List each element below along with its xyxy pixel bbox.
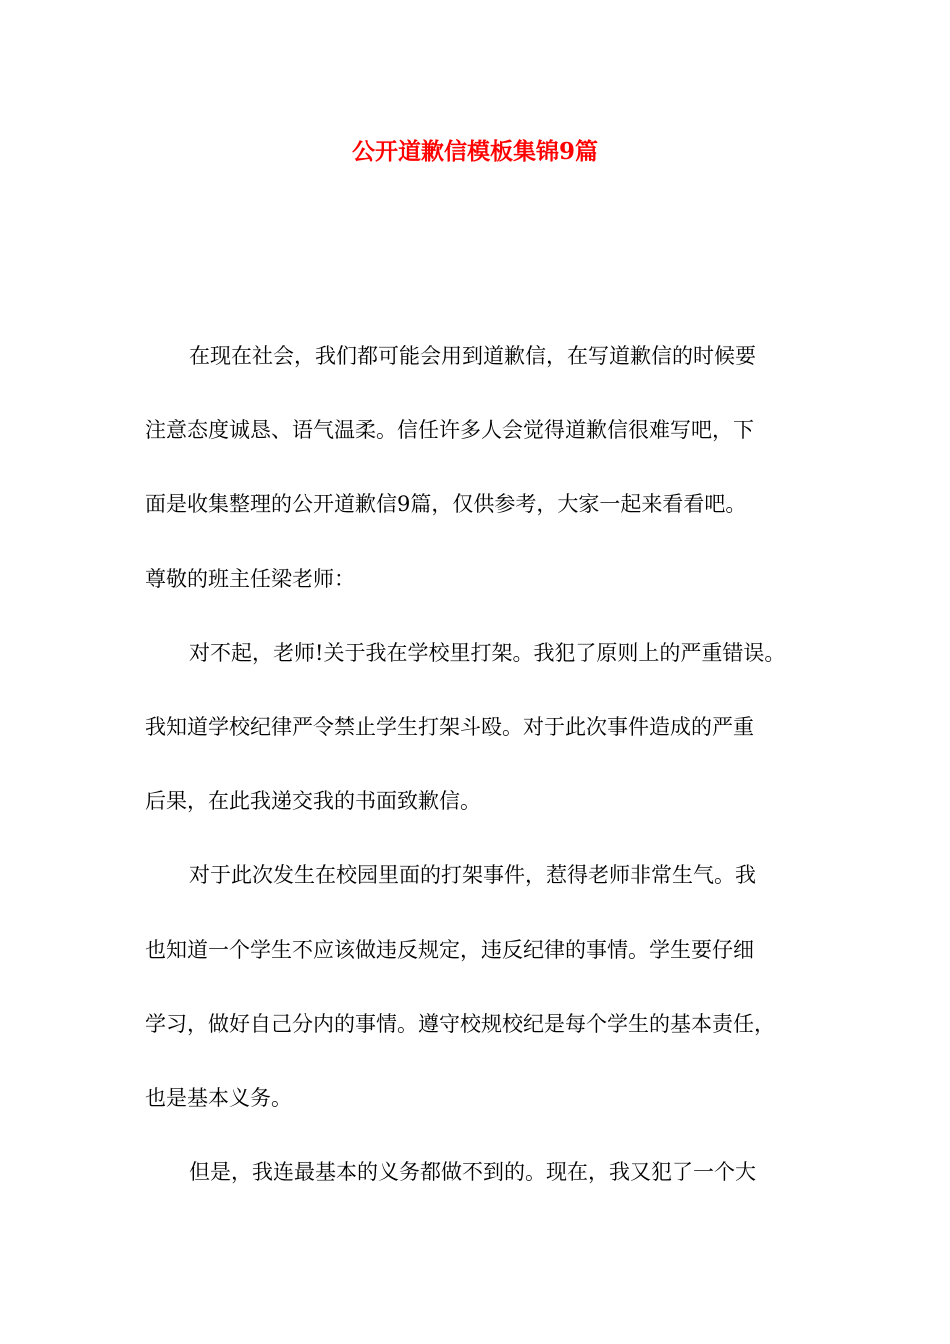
text-line: 注意态度诚恳、语气温柔。信任许多人会觉得道歉信很难写吧，下 [145, 418, 754, 443]
salutation-line: 尊敬的班主任梁老师： [145, 566, 355, 591]
text-line: 在现在社会，我们都可能会用到道歉信，在写道歉信的时候要 [189, 344, 756, 368]
text-line: 也知道一个学生不应该做违反规定，违反纪律的事情。学生要仔细 [145, 937, 754, 962]
text-line: 学习，做好自己分内的事情。遵守校规校纪是每个学生的基本责任， [145, 1011, 775, 1036]
text-line: 对不起，老师!关于我在学校里打架。我犯了原则上的严重错误。 [189, 640, 786, 665]
text-line: 但是，我连最基本的义务都做不到的。现在，我又犯了一个大 [189, 1160, 756, 1185]
document-body [145, 319, 825, 1209]
text-line: 面是收集整理的公开道歉信9篇，仅供参考，大家一起来看看吧。 [145, 492, 747, 517]
text-line: 对于此次发生在校园里面的打架事件，惹得老师非常生气。我 [189, 863, 756, 888]
text-line: 也是基本义务。 [145, 1085, 292, 1110]
text-line: 后果，在此我递交我的书面致歉信。 [145, 789, 481, 814]
text-line: 我知道学校纪律严令禁止学生打架斗殴。对于此次事件造成的严重 [145, 714, 754, 739]
document-title: 公开道歉信模板集锦9篇 [351, 138, 598, 165]
